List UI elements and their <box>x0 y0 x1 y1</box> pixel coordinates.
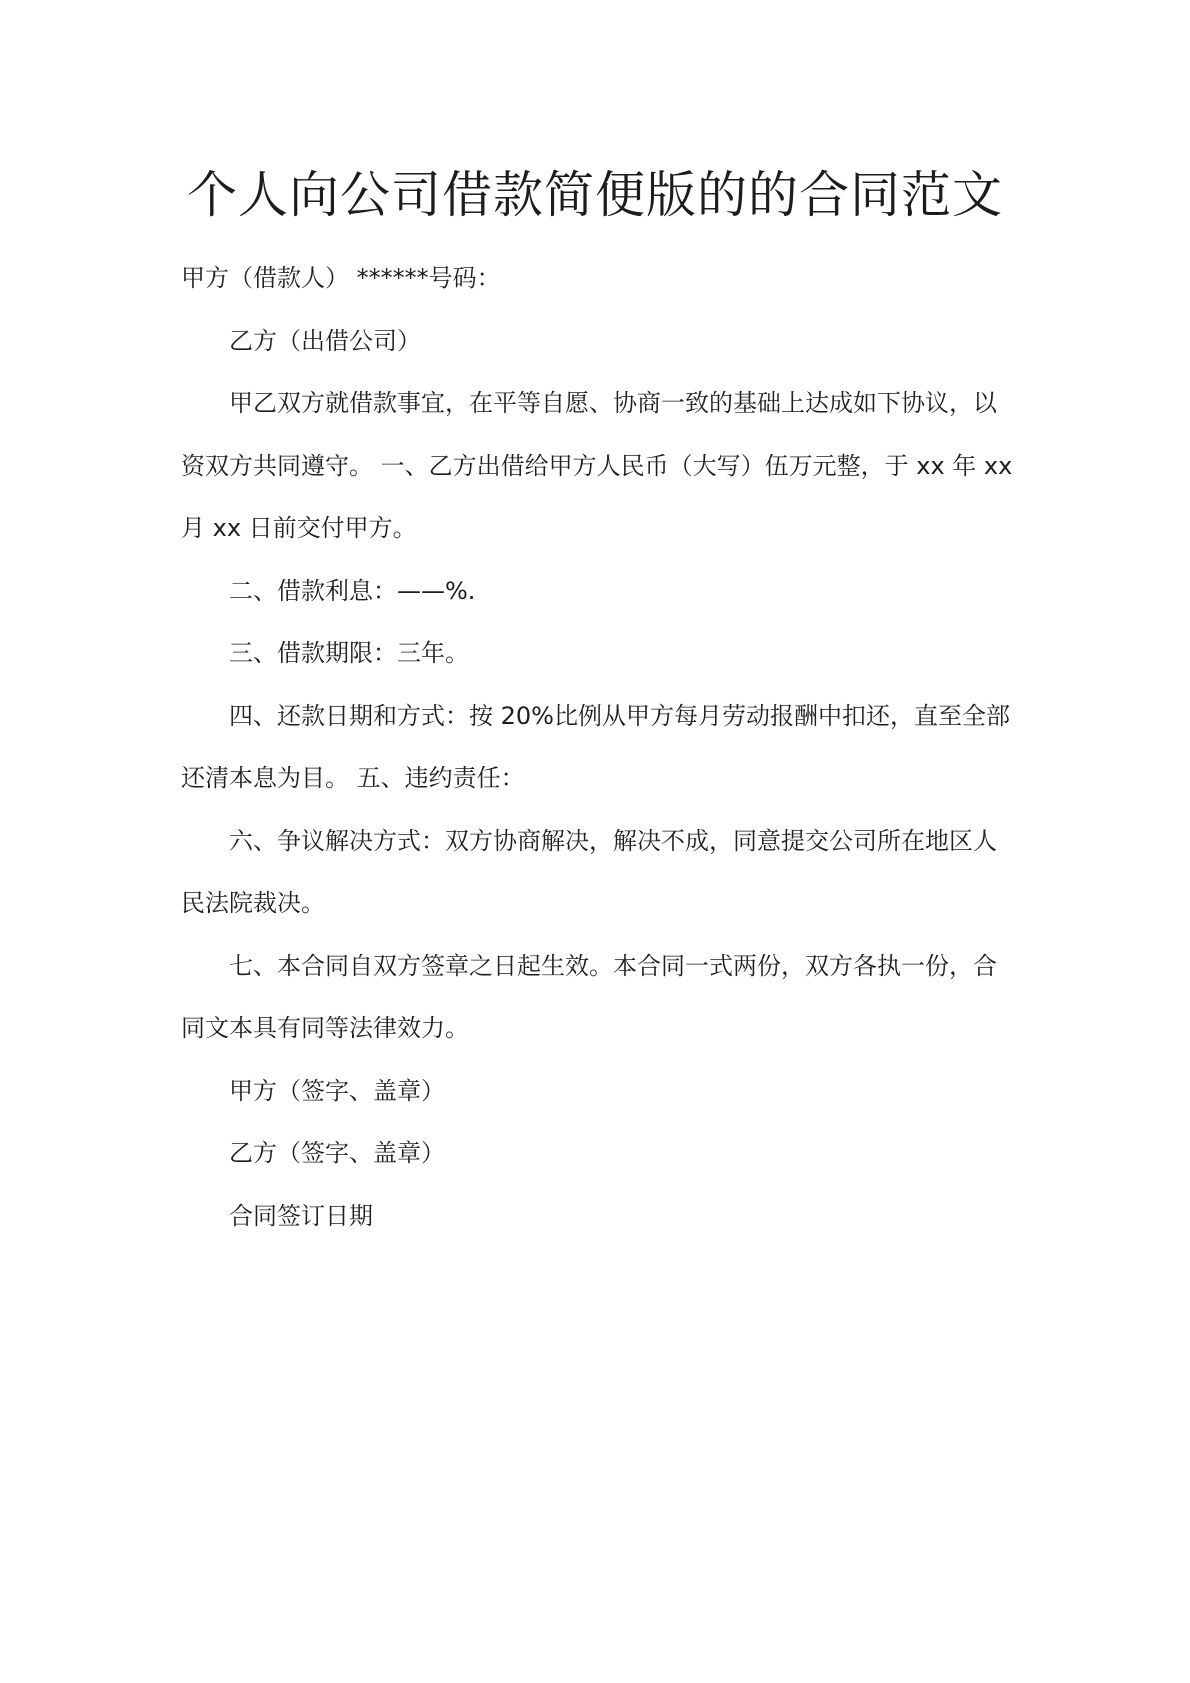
clause-six-dispute: 六、争议解决方式：双方协商解决，解决不成，同意提交公司所在地区人民法院裁决。 <box>181 826 997 917</box>
clause-seven-effect: 七、本合同自双方签章之日起生效。本合同一式两份，双方各执一份，合同文本具有同等法律效力。 <box>181 951 997 1042</box>
party-b-line: 乙方（出借公司） <box>229 326 421 355</box>
clause-two-interest: 二、借款利息：——%. <box>229 576 476 605</box>
clause-four-repayment: 四、还款日期和方式：按 20%比例从甲方每月劳动报酬中扣还，直至全部还清本息为目。 五、违约责任： <box>181 701 1010 792</box>
document-body <box>181 247 1019 1247</box>
party-a-signature: 甲方（签字、盖章） <box>229 1076 445 1105</box>
party-b-signature: 乙方（签字、盖章） <box>229 1139 445 1167</box>
signing-date: 合同签订日期 <box>229 1201 373 1230</box>
document-title: 个人向公司借款简便版的的合同范文 <box>187 166 1003 224</box>
party-a-line: 甲方（借款人） ******号码： <box>181 264 501 292</box>
clause-three-term: 三、借款期限：三年。 <box>229 639 469 667</box>
clause-intro-and-one: 甲乙双方就借款事宜，在平等自愿、协商一致的基础上达成如下协议，以资双方共同遵守。 一、乙方出借给甲方人民币（大写）伍万元整，于 xx 年 xx 月 xx 日前交付甲方。 <box>181 389 1013 542</box>
